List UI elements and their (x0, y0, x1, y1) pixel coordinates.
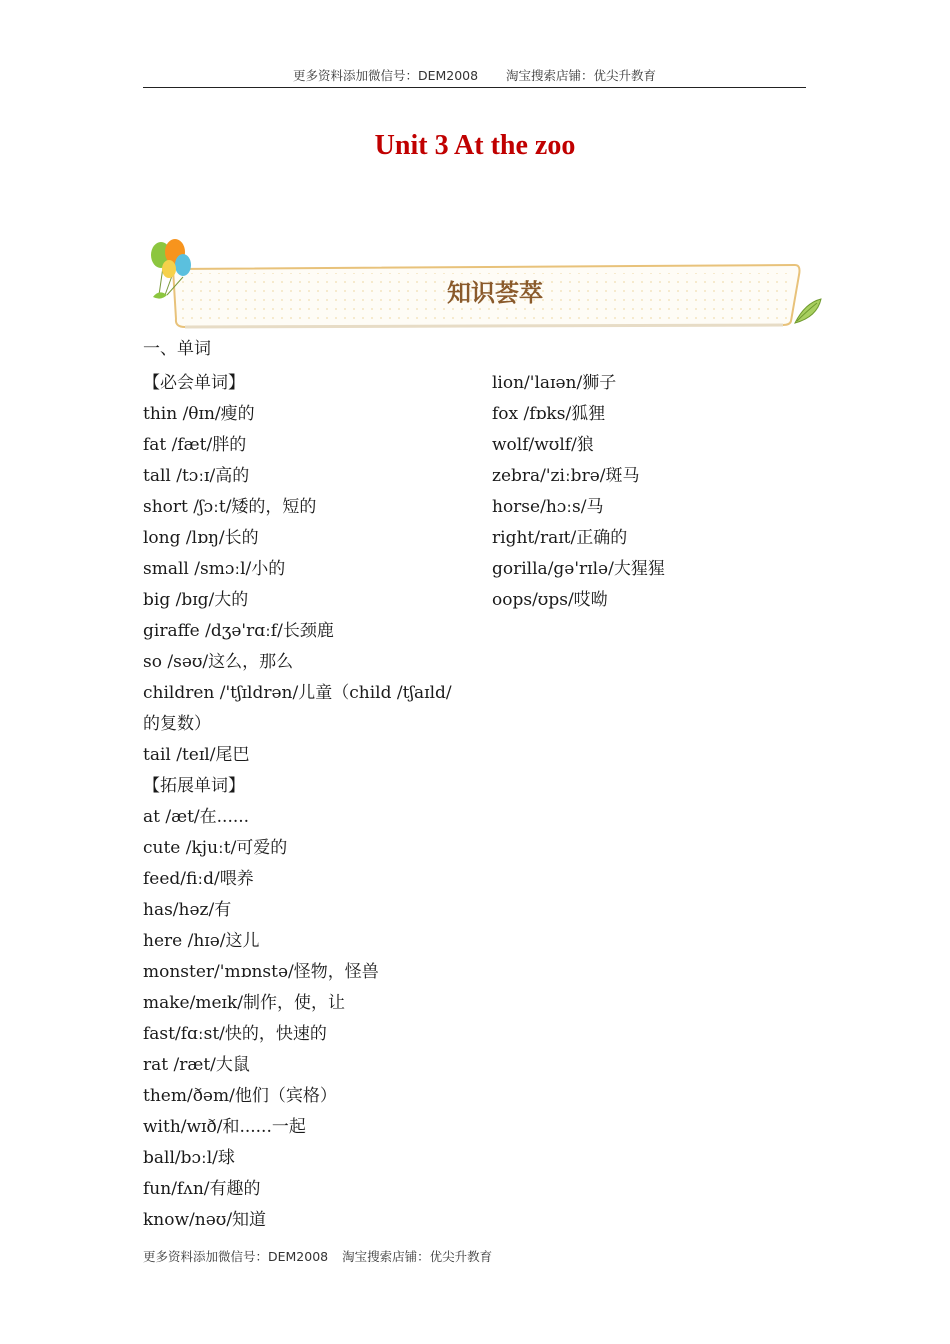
word-item: fox /fɒks/狐狸 (492, 404, 606, 424)
word-item: make/meɪk/制作，使，让 (143, 993, 345, 1013)
word-item: right/raɪt/正确的 (492, 528, 628, 548)
header-shop: 淘宝搜索店铺：优尖升教育 (506, 68, 657, 83)
knowledge-banner (145, 235, 825, 330)
word-item: ball/bɔːl/球 (143, 1148, 235, 1168)
word-item: fast/fɑːst/快的，快速的 (143, 1024, 327, 1044)
page-footer (143, 1247, 492, 1265)
right-word-column (492, 368, 812, 616)
word-item: tall /tɔːɪ/高的 (143, 466, 250, 486)
word-item: them/ðəm/他们（宾格） (143, 1086, 337, 1106)
word-item: zebra/'ziːbrə/斑马 (492, 466, 640, 486)
word-item: so /səʊ/这么，那么 (143, 652, 294, 672)
word-item: oops/ʊps/哎呦 (492, 590, 608, 610)
word-item: children /'tʃɪldrən/儿童（child /tʃaɪld/的复数） (143, 683, 452, 734)
left-word-column (143, 368, 463, 1236)
word-item: wolf/wʊlf/狼 (492, 435, 594, 455)
word-item: horse/hɔːs/马 (492, 497, 604, 517)
section-heading: 一、单词 (143, 339, 211, 359)
word-item: here /hɪə/这儿 (143, 931, 260, 951)
header-wechat: 更多资料添加微信号：DEM2008 (292, 68, 479, 83)
header-divider (143, 87, 806, 88)
word-item: has/həz/有 (143, 900, 232, 920)
word-item: rat /ræt/大鼠 (143, 1055, 250, 1075)
word-item: monster/'mɒnstə/怪物，怪兽 (143, 962, 379, 982)
page-header (143, 66, 806, 84)
word-item: long /lɒŋ/长的 (143, 528, 259, 548)
word-item: fat /fæt/胖的 (143, 435, 247, 455)
word-item: giraffe /dʒə'rɑːf/长颈鹿 (143, 621, 334, 641)
word-item: small /smɔːl/小的 (143, 559, 286, 579)
required-words-heading: 【必会单词】 (143, 373, 245, 393)
word-item: know/nəʊ/知道 (143, 1210, 267, 1230)
extended-words-heading: 【拓展单词】 (143, 776, 245, 796)
word-item: with/wɪð/和......一起 (143, 1117, 306, 1137)
word-item: short /ʃɔːt/矮的，短的 (143, 497, 317, 517)
page-title: Unit 3 At the zoo (374, 130, 576, 161)
footer-wechat: 更多资料添加微信号：DEM2008 (143, 1249, 329, 1264)
banner-title: 知识荟萃 (447, 279, 543, 307)
word-item: fun/fʌn/有趣的 (143, 1179, 261, 1199)
footer-shop: 淘宝搜索店铺：优尖升教育 (342, 1249, 493, 1264)
word-item: cute /kjuːt/可爱的 (143, 838, 288, 858)
word-item: feed/fiːd/喂养 (143, 869, 254, 889)
word-item: lion/'laɪən/狮子 (492, 373, 617, 393)
word-item: tail /teɪl/尾巴 (143, 745, 250, 765)
word-item: thin /θɪn/瘦的 (143, 404, 255, 424)
word-item: big /bɪg/大的 (143, 590, 249, 610)
leaf-icon (795, 299, 821, 323)
word-item: gorilla/gə'rɪlə/大猩猩 (492, 559, 665, 579)
word-item: at /æt/在...... (143, 807, 250, 827)
